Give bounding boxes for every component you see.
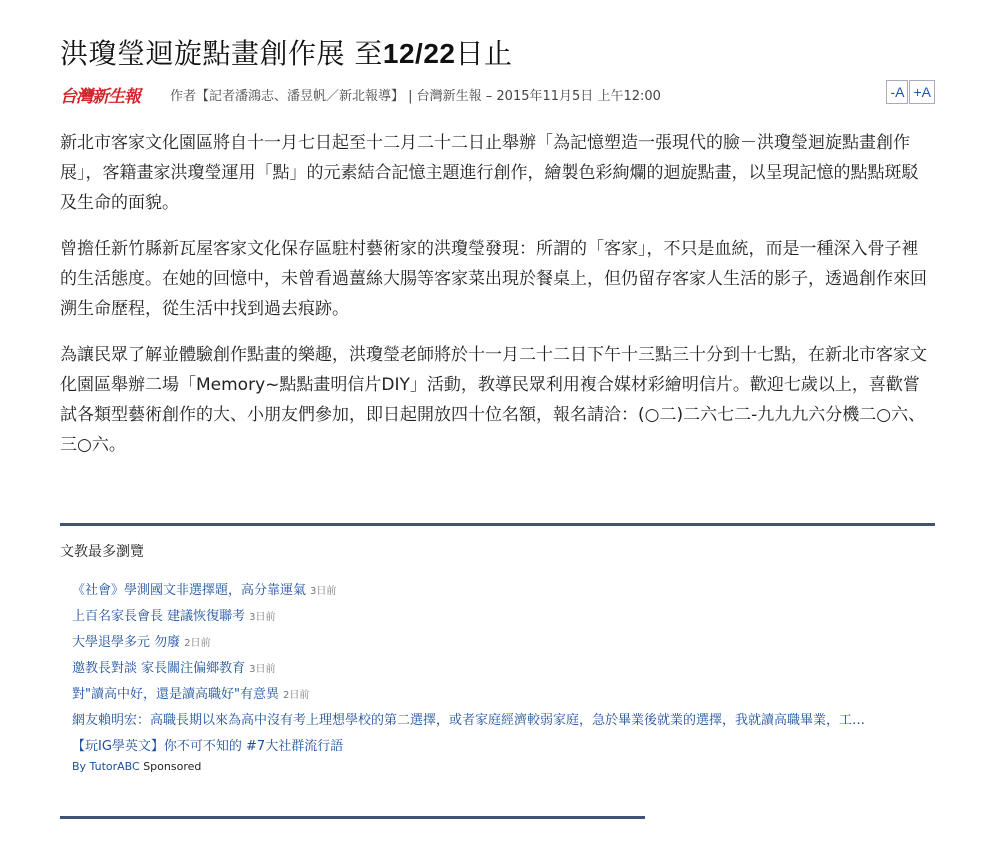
section-divider [60, 523, 935, 526]
most-viewed-heading: 文教最多瀏覽 [60, 544, 144, 560]
article-link[interactable]: 邀教長對談 家長關注偏鄉教育 [72, 661, 246, 676]
footer-divider [60, 816, 645, 819]
sponsored-label: Sponsored [143, 760, 202, 773]
article-link[interactable]: 上百名家長會長 建議恢復聯考 [72, 609, 246, 624]
article-link[interactable]: 大學退學多元 勿廢 [72, 635, 181, 650]
list-item [72, 604, 932, 630]
sponsored-link[interactable]: 【玩IG學英文】你不可不知的 #7大社群流行語 [72, 739, 344, 754]
most-viewed-list [72, 578, 932, 760]
list-item [72, 656, 932, 682]
font-larger-button[interactable]: +A [909, 80, 935, 104]
sponsor-by[interactable]: By TutorABC [72, 760, 140, 773]
article-link[interactable]: 網友賴明宏：高職長期以來為高中沒有考上理想學校的第二選擇，或者家庭經濟較弱家庭，急於畢業後就業的選擇，我就讀高職畢業，工… [72, 713, 866, 728]
sponsor-line [72, 760, 201, 773]
time-ago: 2日前 [184, 638, 211, 649]
time-ago: 3日前 [249, 664, 276, 675]
time-ago: 2日前 [282, 690, 310, 701]
article-paragraph: 曾擔任新竹縣新瓦屋客家文化保存區駐村藝術家的洪瓊瑩發現：所謂的「客家」，不只是血統，而是一種深入骨子裡的生活態度。在她的回憶中，未曾看過薑絲大腸等客家菜出現於餐桌上，但仍留存客家人生活的影子，透過創作來回溯生命歷程，從生活中找到過去痕跡。 [60, 239, 927, 319]
article-body [60, 128, 935, 476]
newspaper-logo: 台灣新生報 [60, 87, 140, 107]
title-date: 12/22 [382, 38, 456, 69]
article-meta [60, 80, 935, 108]
font-size-controls [885, 80, 935, 104]
time-ago: 3日前 [310, 586, 337, 597]
article-link[interactable]: 對"讀高中好，還是讀高職好"有意異 [72, 687, 279, 702]
article-title [60, 32, 513, 72]
article-paragraph: 為讓民眾了解並體驗創作點畫的樂趣，洪瓊瑩老師將於十一月二十二日下午十三點三十分到十七點，在新北市客家文化園區舉辦二場「Memory~點點畫明信片DIY」活動，教導民眾利用複合媒材彩繪明信片。歡迎七歲以上，喜歡嘗試各類型藝術創作的大、小朋友們參加，即日起開放四十位名額，報名請洽：(○二)二六七二-九九九六分機二○六、三○六。 [60, 345, 927, 455]
list-item [72, 682, 932, 708]
list-item [72, 578, 932, 604]
byline: 作者【記者潘鴻志、潘昱帆／新北報導】 | 台灣新生報 – 2015年11月5日 上午12:00 [170, 89, 661, 104]
time-ago: 3日前 [249, 612, 276, 623]
sponsored-item [72, 734, 932, 760]
list-item [72, 708, 932, 734]
article-link[interactable]: 《社會》學測國文非選擇題，高分靠運氣 [72, 583, 307, 598]
article-paragraph: 新北市客家文化園區將自十一月七日起至十二月二十二日止舉辦「為記憶塑造一張現代的臉－洪瓊瑩迴旋點畫創作展」，客籍畫家洪瓊瑩運用「點」的元素結合記憶主題進行創作，繪製色彩絢爛的迴旋點畫，以呈現記憶的點點斑駁及生命的面貌。 [60, 133, 919, 213]
font-smaller-button[interactable]: -A [886, 80, 908, 104]
list-item [72, 630, 932, 656]
title-prefix: 洪瓊瑩迴旋點畫創作展 至 [60, 37, 383, 70]
title-suffix: 日止 [455, 37, 513, 70]
